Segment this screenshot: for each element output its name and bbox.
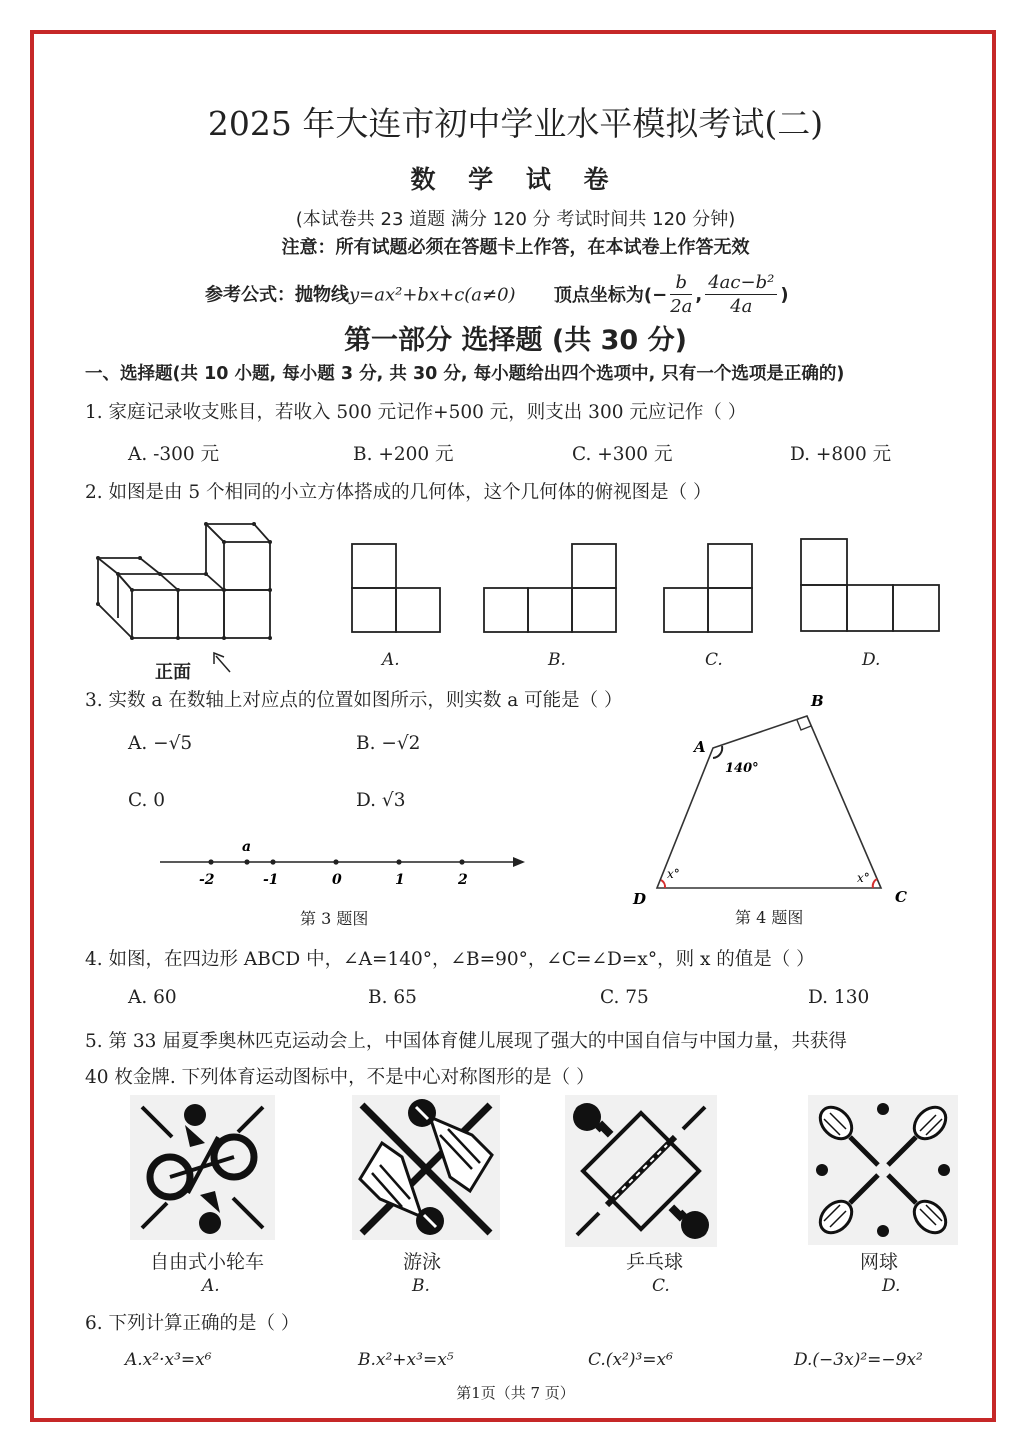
q3-option-b[interactable]: B. −√2: [356, 733, 421, 754]
q4-figure-caption: 第 4 题图: [735, 908, 804, 927]
exam-title: 2025 年大连市初中学业水平模拟考试(二): [207, 104, 824, 143]
exam-info: (本试卷共 23 道题 满分 120 分 考试时间共 120 分钟): [295, 209, 736, 230]
q2-option-b-label[interactable]: B.: [548, 650, 566, 670]
q3-number-line: [155, 836, 535, 896]
q3-tick-label: 1: [395, 872, 405, 888]
vertex-y-denominator: 4a: [730, 296, 753, 317]
q6-option-d[interactable]: D.(−3x)²=−9x²: [794, 1350, 923, 1370]
q3-option-c[interactable]: C. 0: [128, 790, 166, 811]
q2-option-d-figure[interactable]: [798, 536, 942, 636]
q1-option-a[interactable]: A. -300 元: [128, 444, 220, 465]
icon-a-letter[interactable]: A.: [202, 1276, 220, 1296]
icon-b-caption: 游泳: [403, 1251, 442, 1273]
q1-option-d[interactable]: D. +800 元: [790, 444, 892, 465]
icon-d-caption: 网球: [860, 1251, 899, 1273]
formula-expression: y=ax²+bx+c(a≠0): [349, 284, 516, 306]
formula-label: 参考公式：抛物线: [205, 284, 349, 306]
q2-option-a-figure[interactable]: [348, 540, 444, 636]
q4-option-b[interactable]: B. 65: [368, 987, 417, 1008]
q2-solid-figure: [90, 518, 290, 680]
q2-option-b-figure[interactable]: [482, 540, 622, 636]
icon-c-caption: 乒乓球: [626, 1251, 684, 1273]
vertex-label: 顶点坐标为(: [553, 284, 653, 306]
tennis-sport-icon[interactable]: [808, 1095, 958, 1245]
bmx-sport-icon[interactable]: [130, 1095, 275, 1240]
q4-vertex-a: A: [694, 738, 706, 756]
q4-vertex-b: B: [811, 692, 824, 710]
question-2-stem: 2. 如图是由 5 个相同的小立方体搭成的几何体，这个几何体的俯视图是（ ）: [85, 482, 712, 503]
q3-option-a[interactable]: A. −√5: [128, 733, 193, 754]
swimming-sport-icon[interactable]: [352, 1095, 500, 1240]
q4-angle-c-label: x°: [857, 871, 870, 885]
q3-option-d[interactable]: D. √3: [356, 790, 406, 811]
q3-tick-label: 2: [458, 872, 468, 888]
icon-a-caption: 自由式小轮车: [150, 1251, 265, 1273]
page-footer: 第1页（共 7 页）: [456, 1384, 575, 1402]
q4-option-d[interactable]: D. 130: [808, 987, 870, 1008]
exam-notice: 注意：所有试题必须在答题卡上作答，在本试卷上作答无效: [281, 237, 750, 258]
exam-subtitle: 数 学 试 卷: [410, 165, 621, 194]
vertex-x-denominator: 2a: [670, 296, 693, 317]
q3-tick-label: -2: [199, 872, 215, 888]
question-5-stem-line1: 5. 第 33 届夏季奥林匹克运动会上，中国体育健儿展现了强大的中国自信与中国力量，共获得: [85, 1031, 847, 1052]
question-3-stem: 3. 实数 a 在数轴上对应点的位置如图所示，则实数 a 可能是（ ）: [85, 690, 623, 711]
vertex-y-numerator: 4ac−b²: [705, 272, 777, 295]
icon-b-letter[interactable]: B.: [412, 1276, 430, 1296]
q6-option-b[interactable]: B.x²+x³=x⁵: [358, 1350, 454, 1370]
q4-vertex-c: C: [895, 888, 907, 906]
q2-option-d-label[interactable]: D.: [862, 650, 881, 670]
vertex-y-fraction: [705, 272, 777, 319]
question-6-stem: 6. 下列计算正确的是（ ）: [85, 1313, 300, 1334]
question-4-stem: 4. 如图，在四边形 ABCD 中，∠A=140°，∠B=90°，∠C=∠D=x°，则 x 的值是（ ）: [85, 949, 815, 970]
q4-angle-a-label: 140°: [725, 761, 759, 776]
icon-d-letter[interactable]: D.: [882, 1276, 901, 1296]
question-5-stem-line2: 40 枚金牌. 下列体育运动图标中，不是中心对称图形的是（ ）: [85, 1067, 595, 1088]
q2-option-c-figure[interactable]: [660, 540, 756, 636]
q6-option-a[interactable]: A.x²·x³=x⁶: [125, 1350, 212, 1370]
question-1-stem: 1. 家庭记录收支账目，若收入 500 元记作+500 元，则支出 300 元应记作（ ）: [85, 402, 747, 423]
vertex-x-numerator: b: [670, 272, 692, 295]
q3-point-a-label: a: [242, 839, 252, 855]
q4-angle-d-label: x°: [667, 867, 680, 881]
vertex-x-fraction: [670, 272, 692, 319]
reference-formula: 参考公式：抛物线y=ax²+bx+c(a≠0) 顶点坐标为(− $\frac{b}{2a}$ , $\frac{\text{4ac−b²}}{4a}$ ): [205, 272, 789, 317]
q3-tick-label: 0: [332, 872, 342, 888]
q4-option-c[interactable]: C. 75: [600, 987, 649, 1008]
q3-figure-caption: 第 3 题图: [300, 909, 369, 928]
front-arrow-icon: [216, 656, 230, 672]
part-one-title: 第一部分 选择题 (共 30 分): [344, 325, 687, 356]
q4-option-a[interactable]: A. 60: [128, 987, 177, 1008]
q2-option-c-label[interactable]: C.: [705, 650, 723, 670]
q4-quadrilateral-figure: [625, 686, 915, 908]
q4-vertex-d: D: [633, 890, 647, 908]
icon-c-letter[interactable]: C.: [652, 1276, 670, 1296]
q3-tick-label: -1: [263, 872, 279, 888]
q2-option-a-label[interactable]: A.: [382, 650, 400, 670]
q1-option-b[interactable]: B. +200 元: [353, 444, 454, 465]
table-tennis-sport-icon[interactable]: [565, 1095, 717, 1247]
q1-option-c[interactable]: C. +300 元: [572, 444, 673, 465]
q2-front-label: 正面: [155, 662, 191, 683]
q6-option-c[interactable]: C.(x²)³=x⁶: [588, 1350, 673, 1370]
section-title: 一、选择题(共 10 小题, 每小题 3 分, 共 30 分, 每小题给出四个选项中, 只有一个选项是正确的): [85, 364, 845, 384]
